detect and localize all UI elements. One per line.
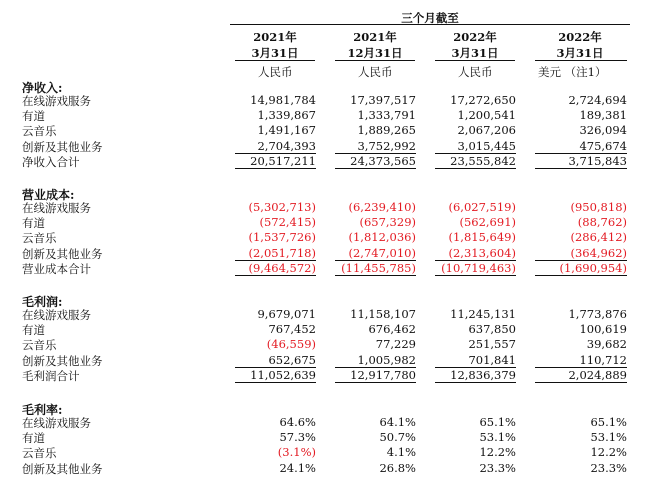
period-title: 三个月截至 bbox=[401, 11, 459, 25]
total-underline bbox=[235, 275, 316, 276]
col4-date: 3月31日 bbox=[556, 46, 604, 60]
cell-value: 1,200,541 bbox=[457, 108, 516, 123]
cell-value: 3,752,992 bbox=[357, 138, 416, 153]
total-underline bbox=[535, 275, 627, 276]
cell-value: 11,158,107 bbox=[350, 307, 416, 321]
row-label: 云音乐 bbox=[22, 124, 57, 139]
cell-value: 12,917,780 bbox=[350, 367, 416, 382]
col4-rule bbox=[535, 60, 627, 61]
cell-value: 676,462 bbox=[368, 322, 416, 337]
cell-value: (9,464,572) bbox=[248, 260, 316, 275]
row-label: 营业成本合计 bbox=[22, 261, 91, 276]
cell-value: 57.3% bbox=[279, 430, 316, 445]
cell-value: (562,691) bbox=[459, 215, 516, 230]
col1-date: 3月31日 bbox=[251, 46, 299, 60]
total-underline bbox=[535, 168, 627, 169]
cell-value: 24,373,565 bbox=[350, 153, 416, 168]
row-label: 在线游戏服务 bbox=[22, 308, 91, 322]
cell-value: 100,619 bbox=[579, 322, 627, 337]
cell-value: (657,329) bbox=[359, 215, 416, 230]
cell-value: 65.1% bbox=[479, 415, 516, 429]
cell-value: 652,675 bbox=[268, 352, 316, 367]
cell-value: 23,555,842 bbox=[450, 153, 516, 168]
col3-date: 3月31日 bbox=[451, 46, 499, 60]
cell-value: (1,812,036) bbox=[348, 230, 416, 245]
row-label: 有道 bbox=[22, 216, 45, 231]
cell-value: 4.1% bbox=[386, 445, 416, 460]
cell-value: 1,339,867 bbox=[257, 108, 316, 123]
cell-value: 11,052,639 bbox=[250, 367, 316, 382]
cell-value: (1,815,649) bbox=[448, 230, 516, 245]
cell-value: 1,333,791 bbox=[357, 108, 416, 123]
col4-unit: 美元 （注1） bbox=[538, 65, 607, 79]
row-label: 净收入合计 bbox=[22, 154, 80, 169]
cell-value: 637,850 bbox=[468, 322, 516, 337]
total-underline bbox=[335, 168, 416, 169]
cell-value: 9,679,071 bbox=[257, 307, 316, 321]
row-label: 有道 bbox=[22, 431, 45, 446]
cell-value: 3,015,445 bbox=[457, 138, 516, 153]
cell-value: (286,412) bbox=[570, 230, 627, 245]
cell-value: 2,024,889 bbox=[568, 367, 627, 382]
section-title: 毛利润: bbox=[22, 295, 63, 309]
cell-value: (6,027,519) bbox=[448, 200, 516, 214]
cell-value: (88,762) bbox=[577, 215, 627, 230]
cell-value: 1,773,876 bbox=[568, 307, 627, 321]
cell-value: 53.1% bbox=[590, 430, 627, 445]
col1-year: 2021年 bbox=[253, 30, 297, 44]
cell-value: (950,818) bbox=[570, 200, 627, 214]
cell-value: (364,962) bbox=[570, 245, 627, 260]
cell-value: 23.3% bbox=[479, 460, 516, 475]
row-label: 有道 bbox=[22, 323, 45, 338]
cell-value: 20,517,211 bbox=[250, 153, 316, 168]
total-underline bbox=[235, 382, 316, 383]
total-underline bbox=[335, 275, 416, 276]
cell-value: 2,067,206 bbox=[457, 123, 516, 138]
row-label: 云音乐 bbox=[22, 231, 57, 246]
cell-value: 1,889,265 bbox=[357, 123, 416, 138]
cell-value: 1,491,167 bbox=[257, 123, 316, 138]
cell-value: 2,704,393 bbox=[257, 138, 316, 153]
cell-value: (2,051,718) bbox=[248, 245, 316, 260]
col2-year: 2021年 bbox=[353, 30, 397, 44]
cell-value: 14,981,784 bbox=[250, 93, 316, 107]
col3-rule bbox=[435, 60, 515, 61]
row-label: 在线游戏服务 bbox=[22, 201, 91, 215]
cell-value: 12.2% bbox=[590, 445, 627, 460]
cell-value: (2,747,010) bbox=[348, 245, 416, 260]
total-underline bbox=[435, 168, 516, 169]
section-title: 毛利率: bbox=[22, 403, 63, 417]
cell-value: (46,559) bbox=[266, 337, 316, 352]
header-rule bbox=[230, 24, 630, 25]
cell-value: 2,724,694 bbox=[568, 93, 627, 107]
cell-value: (1,537,726) bbox=[248, 230, 316, 245]
row-label: 有道 bbox=[22, 109, 45, 124]
cell-value: (6,239,410) bbox=[348, 200, 416, 214]
row-label: 云音乐 bbox=[22, 338, 57, 353]
cell-value: (1,690,954) bbox=[559, 260, 627, 275]
cell-value: 110,712 bbox=[579, 352, 627, 367]
cell-value: 3,715,843 bbox=[568, 153, 627, 168]
row-label: 创新及其他业务 bbox=[22, 353, 103, 368]
total-underline bbox=[235, 168, 316, 169]
row-label: 云音乐 bbox=[22, 446, 57, 461]
cell-value: (10,719,463) bbox=[441, 260, 516, 275]
col2-date: 12月31日 bbox=[347, 46, 403, 60]
cell-value: 64.6% bbox=[279, 415, 316, 429]
col4-year: 2022年 bbox=[558, 30, 602, 44]
row-label: 创新及其他业务 bbox=[22, 461, 103, 476]
total-underline bbox=[335, 382, 416, 383]
col1-unit: 人民币 bbox=[258, 65, 293, 79]
cell-value: (11,455,785) bbox=[341, 260, 416, 275]
cell-value: 65.1% bbox=[590, 415, 627, 429]
col1-rule bbox=[235, 60, 315, 61]
cell-value: (3.1%) bbox=[277, 445, 316, 460]
cell-value: 17,272,650 bbox=[450, 93, 516, 107]
row-label: 创新及其他业务 bbox=[22, 246, 103, 261]
cell-value: 12,836,379 bbox=[450, 367, 516, 382]
cell-value: 326,094 bbox=[579, 123, 627, 138]
total-underline bbox=[535, 382, 627, 383]
cell-value: 767,452 bbox=[268, 322, 316, 337]
row-label: 毛利润合计 bbox=[22, 368, 80, 383]
cell-value: 26.8% bbox=[379, 460, 416, 475]
cell-value: 64.1% bbox=[379, 415, 416, 429]
col3-unit: 人民币 bbox=[458, 65, 493, 79]
section-title: 净收入: bbox=[22, 81, 63, 95]
total-underline bbox=[435, 275, 516, 276]
total-underline bbox=[435, 382, 516, 383]
row-label: 创新及其他业务 bbox=[22, 139, 103, 154]
col3-year: 2022年 bbox=[453, 30, 497, 44]
cell-value: (2,313,604) bbox=[448, 245, 516, 260]
cell-value: (5,302,713) bbox=[248, 200, 316, 214]
cell-value: 77,229 bbox=[375, 337, 416, 352]
cell-value: 701,841 bbox=[468, 352, 516, 367]
col2-unit: 人民币 bbox=[358, 65, 393, 79]
row-label: 在线游戏服务 bbox=[22, 416, 91, 430]
cell-value: 53.1% bbox=[479, 430, 516, 445]
cell-value: 24.1% bbox=[279, 460, 316, 475]
cell-value: 39,682 bbox=[586, 337, 627, 352]
cell-value: 23.3% bbox=[590, 460, 627, 475]
cell-value: 251,557 bbox=[468, 337, 516, 352]
cell-value: 11,245,131 bbox=[450, 307, 516, 321]
cell-value: (572,415) bbox=[259, 215, 316, 230]
row-label: 在线游戏服务 bbox=[22, 94, 91, 108]
cell-value: 50.7% bbox=[379, 430, 416, 445]
section-title: 营业成本: bbox=[22, 188, 75, 202]
cell-value: 475,674 bbox=[579, 138, 627, 153]
cell-value: 17,397,517 bbox=[350, 93, 416, 107]
cell-value: 189,381 bbox=[579, 108, 627, 123]
col2-rule bbox=[335, 60, 415, 61]
cell-value: 12.2% bbox=[479, 445, 516, 460]
cell-value: 1,005,982 bbox=[357, 352, 416, 367]
